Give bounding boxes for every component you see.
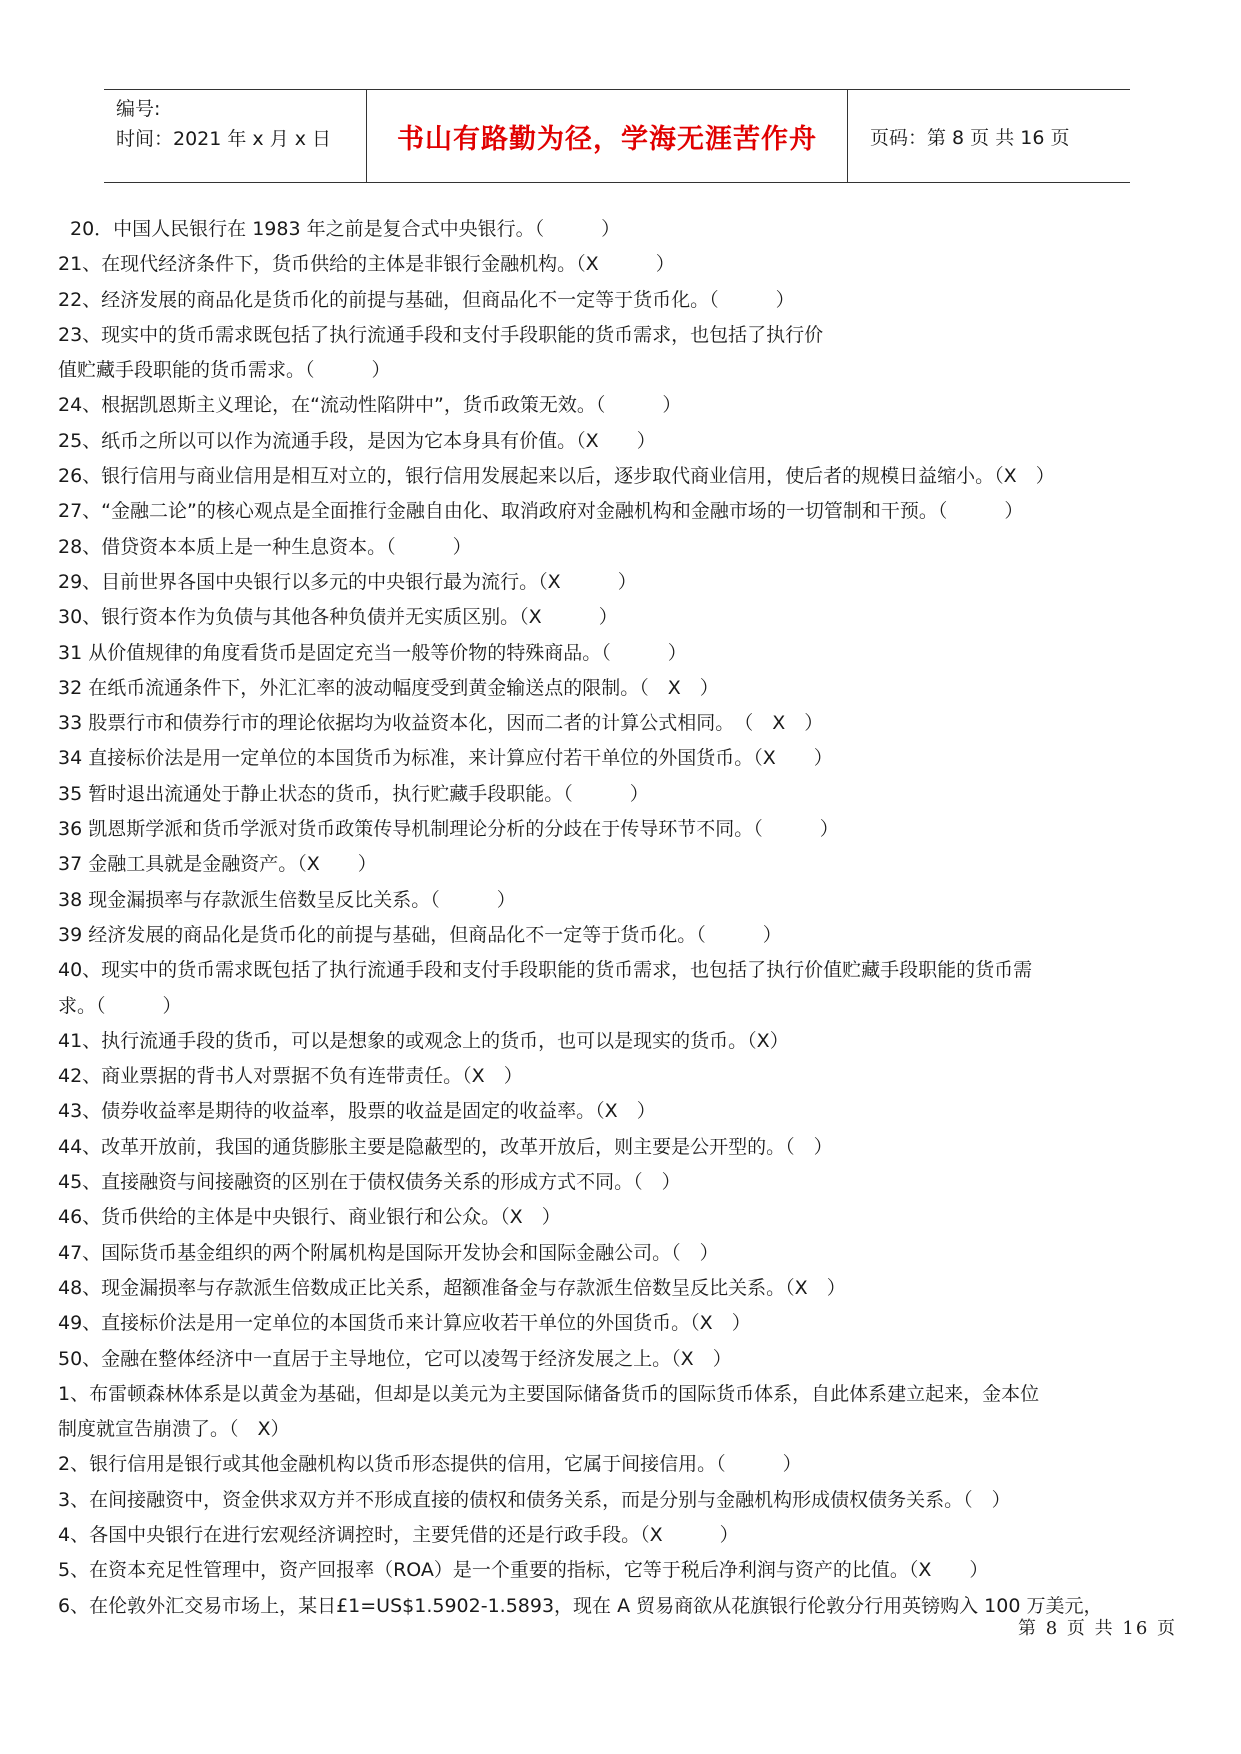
question-line: 44、改革开放前，我国的通货膨胀主要是隐蔽型的，改革开放后，则主要是公开型的。（ ） xyxy=(58,1135,833,1158)
question-line: 29、目前世界各国中央银行以多元的中央银行最为流行。（X ） xyxy=(58,570,637,593)
question-line: 50、金融在整体经济中一直居于主导地位，它可以凌驾于经济发展之上。（X ） xyxy=(58,1347,732,1370)
question-line: 3、在间接融资中，资金供求双方并不形成直接的债权和债务关系，而是分别与金融机构形成债权债务关系。（ ） xyxy=(58,1488,1011,1511)
question-line: 46、货币供给的主体是中央银行、商业银行和公众。（X ） xyxy=(58,1206,561,1229)
question-line: 43、债券收益率是期待的收益率，股票的收益是固定的收益率。（X ） xyxy=(58,1100,656,1123)
question-line: 48、现金漏损率与存款派生倍数成正比关系，超额准备金与存款派生倍数呈反比关系。（X ） xyxy=(58,1276,846,1299)
question-line: 47、国际货币基金组织的两个附属机构是国际开发协会和国际金融公司。（ ） xyxy=(58,1241,719,1264)
question-line: 6、在伦敦外汇交易市场上，某日£1=US$1.5902-1.5893，现在 A 贸易商欲从花旗银行伦敦分行用英镑购入 100 万美元， xyxy=(58,1594,1103,1617)
question-line: 23、现实中的货币需求既包括了执行流通手段和支付手段职能的货币需求，也包括了执行价 xyxy=(58,323,824,346)
question-line: 33 股票行市和债券行市的理论依据均为收益资本化，因而二者的计算公式相同。 （ X ） xyxy=(58,712,824,735)
header-meta xyxy=(116,90,364,186)
question-line: 49、直接标价法是用一定单位的本国货币来计算应收若干单位的外国货币。（X ） xyxy=(58,1312,751,1335)
question-line: 32 在纸币流通条件下，外汇汇率的波动幅度受到黄金输送点的限制。（ X ） xyxy=(58,676,719,699)
question-line: 20．中国人民银行在 1983 年之前是复合式中央银行。（ ） xyxy=(70,218,621,240)
question-line: 31 从价值规律的角度看货币是固定充当一般等价物的特殊商品。（ ） xyxy=(58,641,687,664)
question-line: 41、执行流通手段的货币，可以是想象的或观念上的货币，也可以是现实的货币。（X） xyxy=(58,1029,789,1052)
question-line: 30、银行资本作为负债与其他各种负债并无实质区别。（X ） xyxy=(58,606,618,629)
question-line: 28、借贷资本本质上是一种生息资本。（ ） xyxy=(58,535,472,558)
question-line: 45、直接融资与间接融资的区别在于债权债务关系的形成方式不同。（ ） xyxy=(58,1171,681,1194)
question-line: 22、经济发展的商品化是货币化的前提与基础，但商品化不一定等于货币化。（ ） xyxy=(58,288,795,311)
question-line: 36 凯恩斯学派和货币学派对货币政策传导机制理论分析的分歧在于传导环节不同。（ ） xyxy=(58,818,839,841)
question-line: 40、现实中的货币需求既包括了执行流通手段和支付手段职能的货币需求，也包括了执行价值贮藏手段职能的货币需 xyxy=(58,959,1033,982)
header-page-label: 页码：第 8 页 共 16 页 xyxy=(870,126,1070,149)
document-number-label: 编号: xyxy=(116,98,161,120)
question-line: 2、银行信用是银行或其他金融机构以货币形态提供的信用，它属于间接信用。（ ） xyxy=(58,1453,802,1476)
question-line: 26、银行信用与商业信用是相互对立的，银行信用发展起来以后，逐步取代商业信用，使后者的规模日益缩小。（X ） xyxy=(58,465,1055,488)
question-line: 25、纸币之所以可以作为流通手段，是因为它本身具有价值。（X ） xyxy=(58,429,656,452)
question-line: 1、布雷顿森林体系是以黄金为基础，但却是以美元为主要国际储备货币的国际货币体系，自此体系建立起来，金本位 xyxy=(58,1382,1040,1405)
question-line: 27、“金融二论”的核心观点是全面推行金融自由化、取消政府对金融机构和金融市场的一切管制和干预。（ ） xyxy=(58,500,1024,523)
question-line: 21、在现代经济条件下，货币供给的主体是非银行金融机构。（X ） xyxy=(58,253,675,276)
question-line: 42、商业票据的背书人对票据不负有连带责任。（X ） xyxy=(58,1065,523,1088)
question-line: 5、在资本充足性管理中，资产回报率（ROA）是一个重要的指标，它等于税后净利润与资产的比值。（X ） xyxy=(58,1559,989,1582)
question-line: 34 直接标价法是用一定单位的本国货币为标准，来计算应付若干单位的外国货币。（X ） xyxy=(58,747,833,770)
document-time-label: 时间：2021 年 x 月 x 日 xyxy=(116,128,332,150)
question-line: 38 现金漏损率与存款派生倍数呈反比关系。（ ） xyxy=(58,888,516,911)
page-header xyxy=(104,89,1130,183)
header-motto-cell xyxy=(366,90,848,182)
question-line: 35 暂时退出流通处于静止状态的货币，执行贮藏手段职能。（ ） xyxy=(58,782,649,805)
header-page-cell xyxy=(858,90,1140,182)
question-line: 24、根据凯恩斯主义理论，在“流动性陷阱中”，货币政策无效。（ ） xyxy=(58,394,682,417)
question-line: 值贮藏手段职能的货币需求。（ ） xyxy=(58,359,391,382)
question-line: 37 金融工具就是金融资产。（X ） xyxy=(58,853,377,876)
header-motto: 书山有路勤为径，学海无涯苦作舟 xyxy=(397,123,817,155)
question-line: 39 经济发展的商品化是货币化的前提与基础，但商品化不一定等于货币化。（ ） xyxy=(58,923,782,946)
question-line: 制度就宣告崩溃了。（ X） xyxy=(58,1418,290,1441)
page-footer: 第 8 页 共 16 页 xyxy=(1018,1618,1177,1639)
question-list xyxy=(58,212,1188,1624)
question-line: 4、各国中央银行在进行宏观经济调控时，主要凭借的还是行政手段。（X ） xyxy=(58,1523,739,1546)
question-line: 求。（ ） xyxy=(58,994,182,1017)
